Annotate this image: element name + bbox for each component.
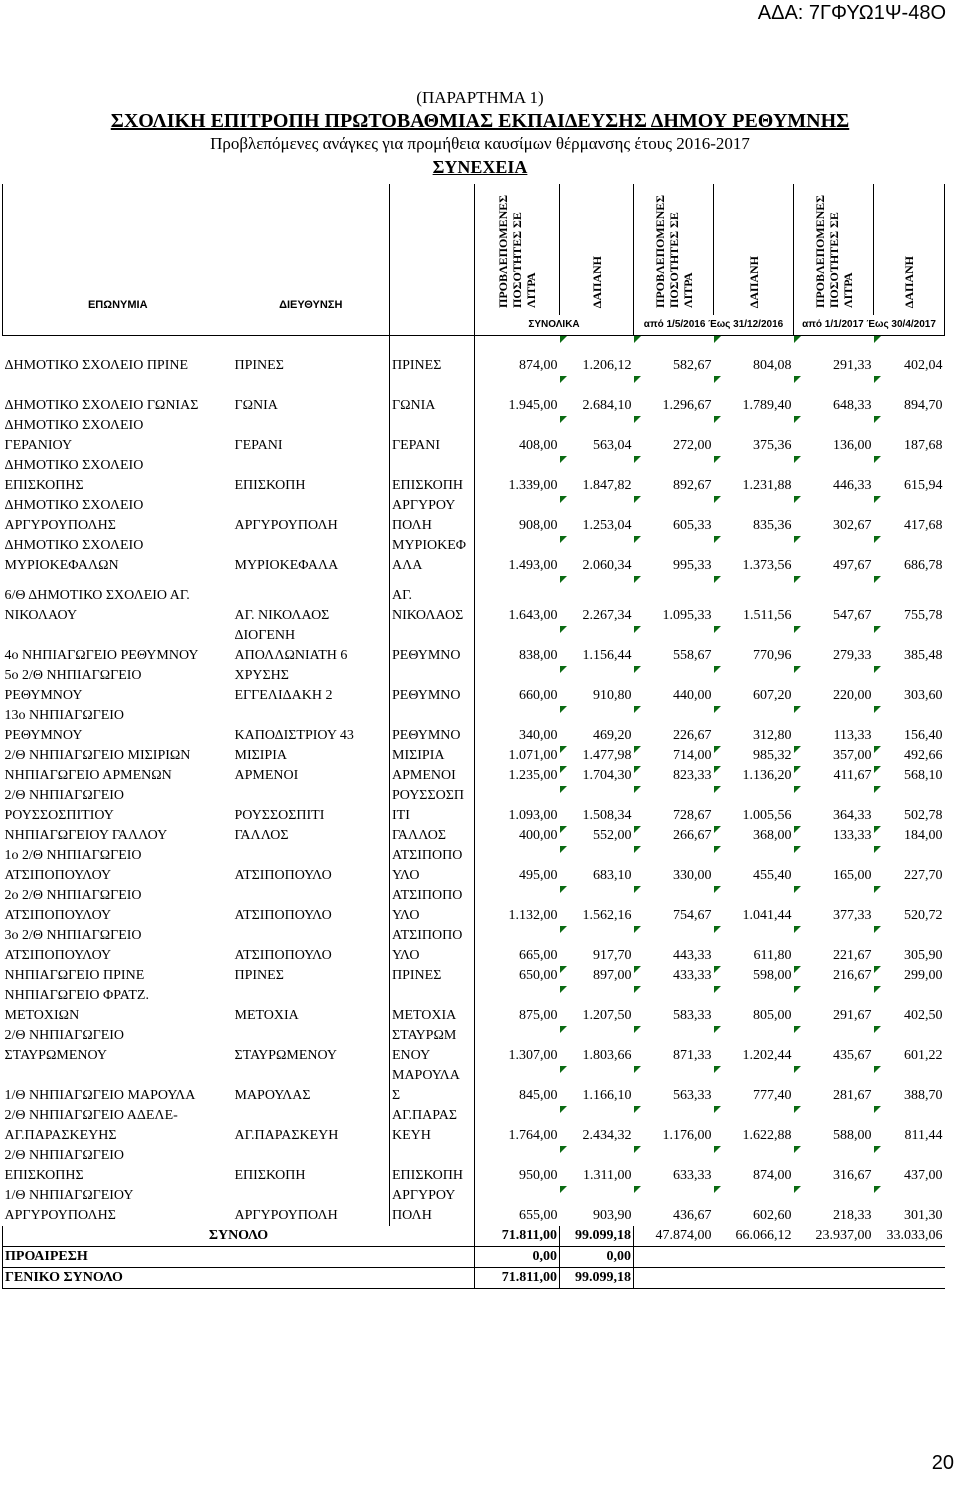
table-row	[3, 1146, 945, 1186]
totals-value: 23.937,00	[794, 1226, 874, 1247]
cell-school-name: 2/Θ ΝΗΠΙΑΓΩΓΕΙΟ ΡΟΥΣΣΟΣΠΙΤΙΟΥ	[4, 788, 125, 823]
ada-code: ΑΔΑ: 7ΓΦΥΩ1Ψ-48Ο	[757, 2, 946, 24]
cell-school-name: 2/Θ ΝΗΠΙΑΓΩΓΕΙΟ ΜΙΣΙΡΙΩΝ	[4, 748, 191, 763]
cell-cost-period1: 1.373,56	[714, 536, 794, 576]
cell-school-name: ΔΗΜΟΤΙΚΟ ΣΧΟΛΕΙΟ ΜΥΡΙΟΚΕΦΑΛΩΝ	[4, 538, 144, 573]
cell-qty-total: 1.071,00	[475, 746, 560, 766]
cell-qty-period1: 728,67	[634, 786, 714, 826]
cell-school-name: 2/Θ ΝΗΠΙΑΓΩΓΕΙΟ ΣΤΑΥΡΩΜΕΝΟΥ	[4, 1028, 125, 1063]
cell-area: ΑΓ.ΠΑΡΑΣ ΚΕΥΗ	[390, 1106, 475, 1146]
cell-qty-period2: 281,67	[794, 1066, 874, 1106]
table-row	[3, 786, 945, 826]
cell-cost-period2: 402,50	[874, 986, 945, 1026]
table-row	[3, 966, 945, 986]
cell-qty-period1: 272,00	[634, 416, 714, 456]
cell-qty-total: 660,00	[475, 666, 560, 706]
cell-cost-period2: 301,30	[874, 1186, 945, 1226]
totals-value: 71.811,00	[475, 1226, 560, 1247]
cell-cost-period1: 611,80	[714, 926, 794, 966]
totals-value	[874, 1247, 945, 1268]
cell-qty-total: 1.235,00	[475, 766, 560, 786]
cell-school-name: 4ο ΝΗΠΙΑΓΩΓΕΙΟ ΡΕΘΥΜΝΟΥ	[4, 648, 199, 663]
cell-qty-period2: 133,33	[794, 826, 874, 846]
cell-area: ΑΡΓΥΡΟΥ ΠΟΛΗ	[390, 1186, 475, 1226]
cell-qty-total: 408,00	[475, 416, 560, 456]
cell-cost-period1: 874,00	[714, 1146, 794, 1186]
cell-qty-period1: 605,33	[634, 496, 714, 536]
cell-qty-total: 1.764,00	[475, 1106, 560, 1146]
cell-cost-total: 469,20	[560, 706, 634, 746]
cell-cost-period2: 187,68	[874, 416, 945, 456]
cell-area: ΣΤΑΥΡΩΜ ΕΝΟΥ	[390, 1026, 475, 1066]
totals-value: 47.874,00	[634, 1226, 714, 1247]
cell-qty-period2: 220,00	[794, 666, 874, 706]
cell-address: ΑΡΓΥΡΟΥΠΟΛΗ	[234, 1208, 338, 1223]
cell-cost-total: 2.060,34	[560, 536, 634, 576]
cell-area: ΠΡΙΝΕΣ	[390, 336, 475, 377]
cell-area: ΑΡΜΕΝΟΙ	[390, 766, 475, 786]
cell-school-name: ΝΗΠΙΑΓΩΓΕΙΟΥ ΓΑΛΛΟΥ	[4, 828, 168, 843]
cell-school-name: 2/Θ ΝΗΠΙΑΓΩΓΕΙΟ ΑΔΕΛΕ- ΑΓ.ΠΑΡΑΣΚΕΥΗΣ	[4, 1108, 178, 1143]
table-row	[3, 666, 945, 706]
cell-qty-period1: 892,67	[634, 456, 714, 496]
totals-row	[3, 1268, 945, 1289]
cell-qty-period1: 823,33	[634, 766, 714, 786]
cell-cost-total: 917,70	[560, 926, 634, 966]
cell-cost-period1: 1.136,20	[714, 766, 794, 786]
cell-cost-total: 1.311,00	[560, 1146, 634, 1186]
cell-cost-period1: 1.005,56	[714, 786, 794, 826]
cell-area: ΡΕΘΥΜΝΟ	[390, 626, 475, 666]
cell-qty-period2: 302,67	[794, 496, 874, 536]
totals-value	[634, 1268, 714, 1289]
cell-cost-period1: 777,40	[714, 1066, 794, 1106]
cell-qty-period2: 547,67	[794, 576, 874, 626]
cell-qty-period1: 1.296,67	[634, 376, 714, 416]
cell-cost-period1: 455,40	[714, 846, 794, 886]
cell-school-name: ΝΗΠΙΑΓΩΓΕΙΟ ΑΡΜΕΝΩΝ	[4, 768, 172, 783]
column-header-cost-total: ΔΑΠΑΝΗ	[589, 255, 604, 308]
committee-title: ΣΧΟΛΙΚΗ ΕΠΙΤΡΟΠΗ ΠΡΩΤΟΒΑΘΜΙΑΣ ΕΚΠΑΙΔΕΥΣΗΣ ΔΗΜΟΥ ΡΕΘΥΜΝΗΣ	[110, 110, 850, 132]
cell-cost-period1: 1.202,44	[714, 1026, 794, 1066]
cell-qty-period2: 411,67	[794, 766, 874, 786]
group-header-total: ΣΥΝΟΛΙΚΑ	[475, 315, 634, 336]
column-header-qty-period2: ΠΡΟΒΛΕΠΟΜΕΝΕΣ ΠΟΣΟΤΗΤΕΣ ΣΕ ΛΙΤΡΑ	[812, 194, 855, 308]
cell-school-name: 1/Θ ΝΗΠΙΑΓΩΓΕΙΟ ΜΑΡΟΥΛΑ	[4, 1088, 196, 1103]
cell-area: ΓΩΝΙΑ	[390, 376, 475, 416]
cell-qty-total: 950,00	[475, 1146, 560, 1186]
cell-qty-period2: 113,33	[794, 706, 874, 746]
table-header-row	[3, 184, 945, 315]
cell-address: ΜΕΤΟΧΙΑ	[234, 1008, 299, 1023]
cell-cost-total: 1.207,50	[560, 986, 634, 1026]
totals-value: 0,00	[475, 1247, 560, 1268]
cell-cost-period2: 184,00	[874, 826, 945, 846]
cell-address: ΕΠΙΣΚΟΠΗ	[234, 478, 306, 493]
cell-qty-period1: 436,67	[634, 1186, 714, 1226]
cell-address: ΠΡΙΝΕΣ	[234, 358, 284, 373]
cell-cost-total: 563,04	[560, 416, 634, 456]
cell-address: ΑΓ. ΝΙΚΟΛΑΟΣ	[234, 608, 330, 623]
cell-qty-total: 1.307,00	[475, 1026, 560, 1066]
totals-value	[794, 1247, 874, 1268]
cell-qty-total: 495,00	[475, 846, 560, 886]
totals-value: 33.033,06	[874, 1226, 945, 1247]
cell-qty-period1: 871,33	[634, 1026, 714, 1066]
document-subtitle: Προβλεπόμενες ανάγκες για προμήθεια καυσίμων θέρμανσης έτους 2016-2017	[210, 134, 750, 153]
cell-cost-period1: 1.622,88	[714, 1106, 794, 1146]
cell-school-name: 2ο 2/Θ ΝΗΠΙΑΓΩΓΕΙΟ ΑΤΣΙΠΟΠΟΥΛΟΥ	[4, 888, 142, 923]
cell-qty-total: 1.945,00	[475, 376, 560, 416]
cell-cost-period1: 1.789,40	[714, 376, 794, 416]
table-row	[3, 706, 945, 746]
cell-cost-total: 897,00	[560, 966, 634, 986]
cell-address: ΓΩΝΙΑ	[234, 398, 278, 413]
cell-qty-total: 1.339,00	[475, 456, 560, 496]
cell-cost-period2: 299,00	[874, 966, 945, 986]
cell-qty-total: 400,00	[475, 826, 560, 846]
totals-value: 0,00	[560, 1247, 634, 1268]
page-number: 20	[931, 1452, 954, 1474]
column-header-address: ΔΙΕΥΘΥΝΣΗ	[279, 299, 343, 311]
cell-qty-period2: 497,67	[794, 536, 874, 576]
cell-cost-period1: 602,60	[714, 1186, 794, 1226]
cell-cost-period1: 1.511,56	[714, 576, 794, 626]
cell-cost-period2: 156,40	[874, 706, 945, 746]
cell-cost-period1: 607,20	[714, 666, 794, 706]
cell-qty-period2: 357,00	[794, 746, 874, 766]
cell-cost-period2: 417,68	[874, 496, 945, 536]
cell-cost-period2: 385,48	[874, 626, 945, 666]
cell-qty-total: 838,00	[475, 626, 560, 666]
table-row	[3, 1066, 945, 1106]
cell-address: ΑΤΣΙΠΟΠΟΥΛΟ	[234, 868, 332, 883]
cell-cost-period1: 770,96	[714, 626, 794, 666]
totals-value	[874, 1268, 945, 1289]
cell-cost-period1: 1.231,88	[714, 456, 794, 496]
table-row	[3, 926, 945, 966]
cell-address: ΚΑΠΟΔΙΣΤΡΙΟΥ 43	[234, 728, 354, 743]
cell-cost-total: 1.704,30	[560, 766, 634, 786]
cell-cost-period2: 402,04	[874, 336, 945, 377]
cell-address: ΓΕΡΑΝΙ	[234, 438, 283, 453]
totals-label: ΣΥΝΟΛΟ	[3, 1226, 475, 1247]
column-header-name: ΕΠΩΝΥΜΙΑ	[87, 299, 148, 311]
cell-qty-period1: 1.176,00	[634, 1106, 714, 1146]
cell-qty-period1: 995,33	[634, 536, 714, 576]
table-row	[3, 376, 945, 416]
cell-area: ΓΑΛΛΟΣ	[390, 826, 475, 846]
cell-cost-period1: 805,00	[714, 986, 794, 1026]
cell-address: ΑΡΓΥΡΟΥΠΟΛΗ	[234, 518, 338, 533]
cell-cost-period1: 804,08	[714, 336, 794, 377]
cell-cost-period2: 227,70	[874, 846, 945, 886]
cell-qty-period2: 221,67	[794, 926, 874, 966]
cell-area: ΑΡΓΥΡΟΥ ΠΟΛΗ	[390, 496, 475, 536]
cell-school-name: ΔΗΜΟΤΙΚΟ ΣΧΟΛΕΙΟ ΓΕΡΑΝΙΟΥ	[4, 418, 144, 453]
cell-cost-total: 910,80	[560, 666, 634, 706]
cell-qty-total: 655,00	[475, 1186, 560, 1226]
cell-cost-period2: 388,70	[874, 1066, 945, 1106]
cell-qty-total: 1.093,00	[475, 786, 560, 826]
cell-area: ΕΠΙΣΚΟΠΗ	[390, 456, 475, 496]
totals-value: 99.099,18	[560, 1226, 634, 1247]
cell-qty-period1: 583,33	[634, 986, 714, 1026]
table-row	[3, 886, 945, 926]
cell-cost-period1: 598,00	[714, 966, 794, 986]
cell-qty-total: 340,00	[475, 706, 560, 746]
totals-value: 71.811,00	[475, 1268, 560, 1289]
cell-cost-period2: 686,78	[874, 536, 945, 576]
cell-school-name: ΔΗΜΟΤΙΚΟ ΣΧΟΛΕΙΟ ΕΠΙΣΚΟΠΗΣ	[4, 458, 144, 493]
cell-qty-period1: 633,33	[634, 1146, 714, 1186]
table-row	[3, 496, 945, 536]
continued-label: ΣΥΝΕΧΕΙΑ	[432, 157, 528, 177]
annex-label: (ΠΑΡΑΡΤΗΜΑ 1)	[416, 88, 544, 107]
totals-value: 99.099,18	[560, 1268, 634, 1289]
cell-school-name: 13ο ΝΗΠΙΑΓΩΓΕΙΟ ΡΕΘΥΜΝΟΥ	[4, 708, 125, 743]
cell-address: ΠΡΙΝΕΣ	[234, 968, 284, 983]
cell-cost-period1: 1.041,44	[714, 886, 794, 926]
table-row	[3, 336, 945, 377]
table-row	[3, 766, 945, 786]
cell-area: ΑΤΣΙΠΟΠΟ ΥΛΟ	[390, 846, 475, 886]
cell-qty-period1: 754,67	[634, 886, 714, 926]
cell-qty-period2: 218,33	[794, 1186, 874, 1226]
cell-school-name: ΔΗΜΟΤΙΚΟ ΣΧΟΛΕΙΟ ΓΩΝΙΑΣ	[4, 398, 199, 413]
cell-school-name: 5ο 2/Θ ΝΗΠΙΑΓΩΓΕΙΟ ΡΕΘΥΜΝΟΥ	[4, 668, 142, 703]
table-row	[3, 456, 945, 496]
cell-qty-period2: 446,33	[794, 456, 874, 496]
cell-qty-total: 1.493,00	[475, 536, 560, 576]
cell-cost-period2: 502,78	[874, 786, 945, 826]
cell-school-name: ΔΗΜΟΤΙΚΟ ΣΧΟΛΕΙΟ ΑΡΓΥΡΟΥΠΟΛΗΣ	[4, 498, 144, 533]
cell-area: ΕΠΙΣΚΟΠΗ	[390, 1146, 475, 1186]
totals-value	[634, 1247, 714, 1268]
cell-address: ΑΤΣΙΠΟΠΟΥΛΟ	[234, 948, 332, 963]
cell-qty-period2: 377,33	[794, 886, 874, 926]
cell-school-name: ΔΗΜΟΤΙΚΟ ΣΧΟΛΕΙΟ ΠΡΙΝΕ	[4, 358, 189, 373]
cell-school-name: 1ο 2/Θ ΝΗΠΙΑΓΩΓΕΙΟ ΑΤΣΙΠΟΠΟΥΛΟΥ	[4, 848, 142, 883]
cell-area: ΡΟΥΣΣΟΣΠ ΙΤΙ	[390, 786, 475, 826]
cell-qty-period1: 330,00	[634, 846, 714, 886]
cell-qty-total: 1.132,00	[475, 886, 560, 926]
cell-cost-period1: 368,00	[714, 826, 794, 846]
cell-address: ΧΡΥΣΗΣ ΕΓΓΕΛΙΔΑΚΗ 2	[234, 668, 333, 703]
cell-cost-total: 1.206,12	[560, 336, 634, 377]
cell-cost-period1: 835,36	[714, 496, 794, 536]
column-header-qty-total: ΠΡΟΒΛΕΠΟΜΕΝΕΣ ΠΟΣΟΤΗΤΕΣ ΣΕ ΛΙΤΡΑ	[496, 194, 538, 308]
cell-qty-total: 874,00	[475, 336, 560, 377]
cell-cost-total: 1.166,10	[560, 1066, 634, 1106]
cell-address: ΑΓ.ΠΑΡΑΣΚΕΥΗ	[234, 1128, 339, 1143]
cell-address: ΕΠΙΣΚΟΠΗ	[234, 1168, 306, 1183]
cell-qty-period2: 291,67	[794, 986, 874, 1026]
cell-address: ΓΑΛΛΟΣ	[234, 828, 289, 843]
cell-qty-total: 665,00	[475, 926, 560, 966]
cell-cost-period2: 303,60	[874, 666, 945, 706]
cell-cost-period2: 755,78	[874, 576, 945, 626]
table-row	[3, 826, 945, 846]
cell-qty-period2: 291,33	[794, 336, 874, 377]
cell-qty-total: 908,00	[475, 496, 560, 536]
totals-label: ΓΕΝΙΚΟ ΣΥΝΟΛΟ	[3, 1268, 475, 1289]
cell-cost-total: 1.508,34	[560, 786, 634, 826]
cell-qty-period2: 588,00	[794, 1106, 874, 1146]
cell-area: ΜΙΣΙΡΙΑ	[390, 746, 475, 766]
totals-row	[3, 1226, 945, 1247]
cell-qty-period1: 266,67	[634, 826, 714, 846]
cell-qty-period1: 440,00	[634, 666, 714, 706]
cell-qty-period1: 582,67	[634, 336, 714, 377]
totals-value	[714, 1268, 794, 1289]
cell-school-name: ΝΗΠΙΑΓΩΓΕΙΟ ΠΡΙΝΕ	[4, 968, 145, 983]
cell-area: ΓΕΡΑΝΙ	[390, 416, 475, 456]
cell-cost-period2: 305,90	[874, 926, 945, 966]
cell-qty-period2: 279,33	[794, 626, 874, 666]
cell-qty-total: 1.643,00	[475, 576, 560, 626]
table-row	[3, 846, 945, 886]
column-header-cost-period1: ΔΑΠΑΝΗ	[746, 255, 761, 308]
table-row	[3, 576, 945, 626]
totals-value	[714, 1247, 794, 1268]
cell-school-name: ΝΗΠΙΑΓΩΓΕΙΟ ΦΡΑΤΖ. ΜΕΤΟΧΙΩΝ	[4, 988, 149, 1023]
totals-value: 66.066,12	[714, 1226, 794, 1247]
cell-area: ΜΕΤΟΧΙΑ	[390, 986, 475, 1026]
cell-qty-period2: 316,67	[794, 1146, 874, 1186]
cell-qty-period2: 136,00	[794, 416, 874, 456]
cell-qty-period1: 714,00	[634, 746, 714, 766]
fuel-needs-table	[2, 184, 945, 1289]
cell-cost-period2: 811,44	[874, 1106, 945, 1146]
cell-address: ΑΡΜΕΝΟΙ	[234, 768, 299, 783]
cell-qty-period1: 226,67	[634, 706, 714, 746]
cell-area: ΜΑΡΟΥΛΑ Σ	[390, 1066, 475, 1106]
cell-cost-total: 2.684,10	[560, 376, 634, 416]
cell-cost-total: 2.434,32	[560, 1106, 634, 1146]
table-row	[3, 416, 945, 456]
cell-cost-total: 1.156,44	[560, 626, 634, 666]
cell-cost-total: 1.562,16	[560, 886, 634, 926]
cell-school-name: 1/Θ ΝΗΠΙΑΓΩΓΕΙΟΥ ΑΡΓΥΡΟΥΠΟΛΗΣ	[4, 1188, 134, 1223]
cell-cost-period1: 375,36	[714, 416, 794, 456]
column-header-qty-period1: ΠΡΟΒΛΕΠΟΜΕΝΕΣ ΠΟΣΟΤΗΤΕΣ ΣΕ ΛΙΤΡΑ	[652, 194, 695, 308]
cell-qty-total: 875,00	[475, 986, 560, 1026]
cell-address: ΑΤΣΙΠΟΠΟΥΛΟ	[234, 908, 332, 923]
cell-cost-period2: 615,94	[874, 456, 945, 496]
column-header-cost-period2: ΔΑΠΑΝΗ	[902, 255, 916, 308]
cell-cost-total: 1.803,66	[560, 1026, 634, 1066]
group-header-period1: από 1/5/2016 Έως 31/12/2016	[634, 315, 794, 336]
cell-qty-period1: 433,33	[634, 966, 714, 986]
cell-qty-period1: 443,33	[634, 926, 714, 966]
cell-cost-period2: 437,00	[874, 1146, 945, 1186]
totals-value	[794, 1268, 874, 1289]
table-row	[3, 1026, 945, 1066]
cell-cost-period2: 492,66	[874, 746, 945, 766]
table-row	[3, 626, 945, 666]
table-row	[3, 746, 945, 766]
cell-qty-period2: 165,00	[794, 846, 874, 886]
totals-row	[3, 1247, 945, 1268]
cell-address: ΜΥΡΙΟΚΕΦΑΛΑ	[234, 558, 339, 573]
table-subheader-row	[3, 315, 945, 336]
cell-address: ΣΤΑΥΡΩΜΕΝΟΥ	[234, 1048, 337, 1063]
table-row	[3, 986, 945, 1026]
cell-qty-period1: 558,67	[634, 626, 714, 666]
cell-qty-period2: 648,33	[794, 376, 874, 416]
cell-cost-period1: 985,32	[714, 746, 794, 766]
cell-qty-period2: 364,33	[794, 786, 874, 826]
cell-cost-total: 1.847,82	[560, 456, 634, 496]
cell-cost-period1: 312,80	[714, 706, 794, 746]
cell-qty-total: 650,00	[475, 966, 560, 986]
cell-cost-period2: 568,10	[874, 766, 945, 786]
cell-qty-period2: 435,67	[794, 1026, 874, 1066]
table-row	[3, 1186, 945, 1226]
cell-qty-total: 845,00	[475, 1066, 560, 1106]
cell-cost-total: 552,00	[560, 826, 634, 846]
cell-qty-period1: 563,33	[634, 1066, 714, 1106]
cell-area: ΡΕΘΥΜΝΟ	[390, 666, 475, 706]
cell-area: ΡΕΘΥΜΝΟ	[390, 706, 475, 746]
table-row	[3, 1106, 945, 1146]
cell-address: ΡΟΥΣΣΟΣΠΙΤΙ	[234, 808, 325, 823]
cell-cost-total: 2.267,34	[560, 576, 634, 626]
cell-school-name: 2/Θ ΝΗΠΙΑΓΩΓΕΙΟ ΕΠΙΣΚΟΠΗΣ	[4, 1148, 125, 1183]
cell-area: ΠΡΙΝΕΣ	[390, 966, 475, 986]
totals-label: ΠΡΟΑΙΡΕΣΗ	[3, 1247, 475, 1268]
cell-area: ΑΓ. ΝΙΚΟΛΑΟΣ	[390, 576, 475, 626]
cell-area: ΑΤΣΙΠΟΠΟ ΥΛΟ	[390, 926, 475, 966]
cell-cost-period2: 601,22	[874, 1026, 945, 1066]
cell-school-name: 6/Θ ΔΗΜΟΤΙΚΟ ΣΧΟΛΕΙΟ ΑΓ. ΝΙΚΟΛΑΟΥ	[4, 588, 190, 623]
cell-cost-total: 1.477,98	[560, 746, 634, 766]
cell-cost-total: 903,90	[560, 1186, 634, 1226]
cell-area: ΑΤΣΙΠΟΠΟ ΥΛΟ	[390, 886, 475, 926]
table-row	[3, 536, 945, 576]
group-header-period2: από 1/1/2017 Έως 30/4/2017	[794, 315, 945, 336]
cell-cost-total: 683,10	[560, 846, 634, 886]
cell-address: ΔΙΟΓΕΝΗ ΑΠΟΛΛΩΝΙΑΤΗ 6	[234, 628, 348, 663]
cell-address: ΜΑΡΟΥΛΑΣ	[234, 1088, 311, 1103]
cell-qty-period2: 216,67	[794, 966, 874, 986]
cell-qty-period1: 1.095,33	[634, 576, 714, 626]
cell-school-name: 3ο 2/Θ ΝΗΠΙΑΓΩΓΕΙΟ ΑΤΣΙΠΟΠΟΥΛΟΥ	[4, 928, 142, 963]
cell-cost-period2: 520,72	[874, 886, 945, 926]
cell-cost-total: 1.253,04	[560, 496, 634, 536]
cell-address: ΜΙΣΙΡΙΑ	[234, 748, 287, 763]
cell-area: ΜΥΡΙΟΚΕΦ ΑΛΑ	[390, 536, 475, 576]
cell-cost-period2: 894,70	[874, 376, 945, 416]
